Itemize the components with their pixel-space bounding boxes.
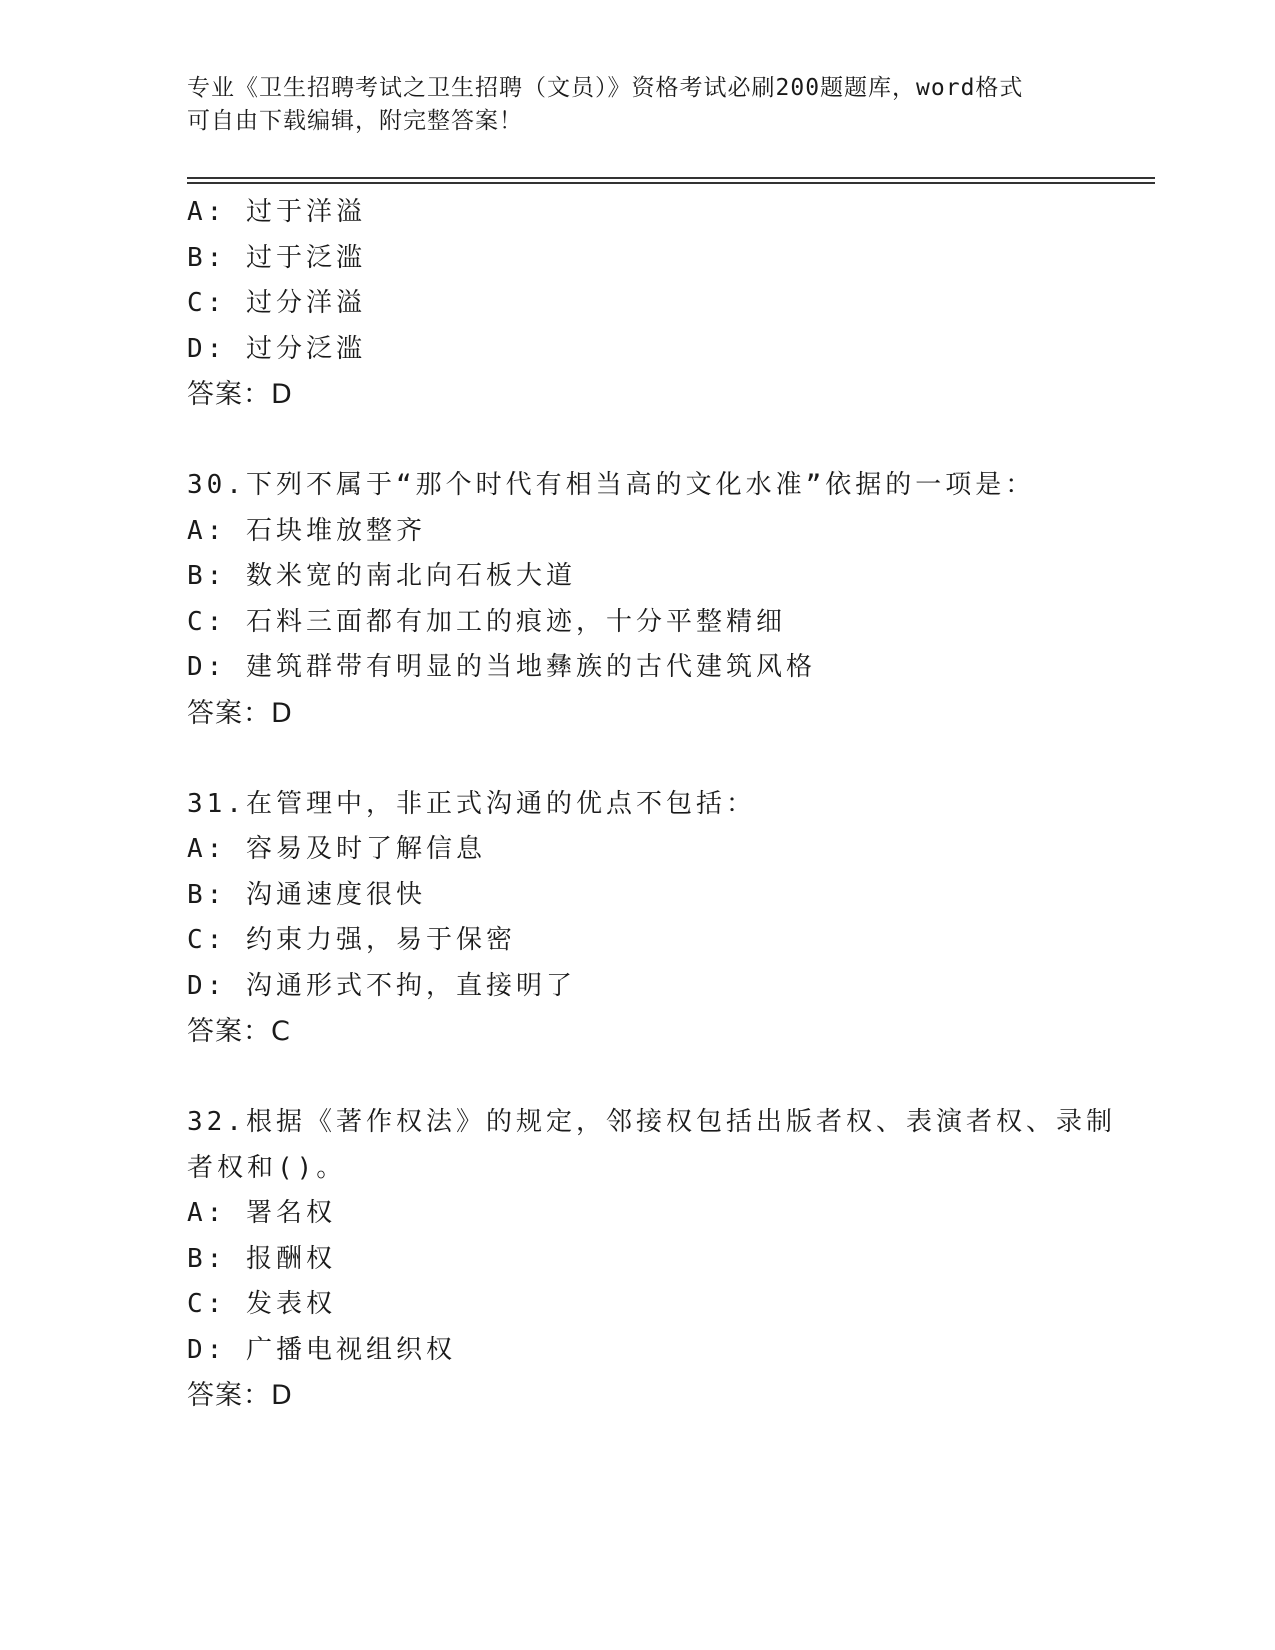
question-block-29 bbox=[187, 190, 1087, 418]
option-d: D: 建筑群带有明显的当地彝族的古代建筑风格 bbox=[187, 652, 816, 682]
answer-line: 答案：C bbox=[187, 1016, 291, 1047]
question-text: 30.下列不属于“那个时代有相当高的文化水准”依据的一项是： bbox=[187, 470, 1036, 500]
option-b: B: 报酬权 bbox=[187, 1243, 336, 1274]
option-c: C: 约束力强，易于保密 bbox=[187, 925, 516, 955]
answer-line: 答案：D bbox=[187, 697, 293, 729]
spacer bbox=[187, 418, 1087, 464]
question-block-30 bbox=[187, 463, 1087, 736]
option-c: C: 过分洋溢 bbox=[187, 288, 366, 318]
option-a: A: 容易及时了解信息 bbox=[187, 834, 486, 864]
question-text: 31.在管理中，非正式沟通的优点不包括： bbox=[187, 788, 756, 819]
question-text-line-2: 者权和()。 bbox=[187, 1152, 347, 1183]
option-d: D: 沟通形式不拘，直接明了 bbox=[187, 970, 576, 1001]
option-d: D: 过分泛滥 bbox=[187, 333, 366, 364]
option-a: A: 署名权 bbox=[187, 1198, 336, 1228]
answer-line: 答案：D bbox=[187, 379, 293, 410]
option-d: D: 广播电视组织权 bbox=[187, 1334, 456, 1365]
header-divider-top bbox=[187, 177, 1155, 179]
document-header bbox=[187, 72, 1087, 138]
question-list bbox=[187, 190, 1116, 1419]
question-block-31 bbox=[187, 782, 1087, 1055]
option-b: B: 沟通速度很快 bbox=[187, 879, 426, 910]
answer-line: 答案：D bbox=[187, 1380, 293, 1411]
spacer bbox=[187, 736, 1087, 782]
option-a: A: 石块堆放整齐 bbox=[187, 515, 426, 546]
option-c: C: 发表权 bbox=[187, 1289, 336, 1319]
header-line-1: 专业《卫生招聘考试之卫生招聘（文员）》资格考试必刷200题题库，word格式 bbox=[187, 75, 1024, 101]
header-line-2: 可自由下载编辑，附完整答案！ bbox=[187, 108, 523, 134]
option-a: A: 过于洋溢 bbox=[187, 197, 366, 227]
header-divider-bottom bbox=[187, 182, 1155, 184]
option-c: C: 石料三面都有加工的痕迹，十分平整精细 bbox=[187, 606, 786, 637]
question-block-32 bbox=[187, 1100, 1116, 1419]
question-text-line-1: 32.根据《著作权法》的规定，邻接权包括出版者权、表演者权、录制 bbox=[187, 1107, 1116, 1137]
spacer bbox=[187, 1055, 1087, 1101]
option-b: B: 数米宽的南北向石板大道 bbox=[187, 561, 576, 591]
option-b: B: 过于泛滥 bbox=[187, 242, 366, 273]
